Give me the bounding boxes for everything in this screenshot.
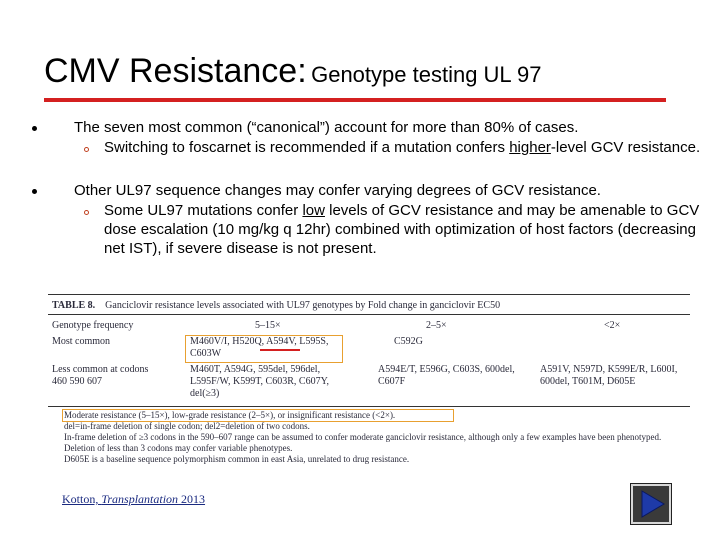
col-header: 2–5× [426, 320, 447, 331]
footnote: In-frame deletion of ≥3 codons in the 590–607 range can be assumed to confer moderate ganciclovir resistance, although only a few examples have been phenotyped. Deletion of less than 3 codons may confer variable phenotypes. [64, 432, 662, 453]
sub-bullet-2: Some UL97 mutations confer low levels of GCV resistance and may be amenable to GCV dose escalation (10 mg/kg q 12hr) combined with optimization of host factors (decreasing net IST), if severe disease is not present. [104, 202, 700, 257]
footnote: del=in-frame deletion of single codon; del2=deletion of two codons. [64, 421, 310, 431]
table-caption: TABLE 8. Ganciclovir resistance levels associated with UL97 genotypes by Fold change in ganciclovir EC50 [52, 300, 501, 311]
bullet-1-text: The seven most common (“canonical”) account for more than 80% of cases. [74, 119, 579, 136]
title-main: CMV Resistance: [44, 52, 307, 90]
play-next-icon [633, 486, 669, 522]
footnote: Moderate resistance (5–15×), low-grade resistance (2–5×), or insignificant resistance (<2×). [64, 410, 396, 420]
bullet-dot [32, 126, 37, 131]
footnote: D605E is a baseline sequence polymorphism common in east Asia, unrelated to drug resistance. [64, 454, 410, 464]
table-footnotes [48, 410, 690, 465]
row-header: Genotype frequency [52, 320, 134, 331]
sub-bullet-ring [84, 147, 89, 152]
resistance-table-figure [48, 292, 690, 472]
col-header: <2× [604, 320, 621, 331]
table-cell: M460V/I, H520Q, A594V, L595S, C603W [190, 336, 329, 359]
citation-link[interactable]: Kotton, Transplantation 2013 [62, 492, 206, 506]
row-label: Most common [52, 336, 111, 347]
col-header: 5–15× [255, 320, 281, 331]
slide-title [44, 52, 541, 91]
sub-bullet-1: Switching to foscarnet is recommended if a mutation confers higher-level GCV resistance. [104, 139, 701, 156]
next-slide-button[interactable] [631, 484, 671, 524]
title-divider [44, 98, 666, 102]
bullet-dot [32, 189, 37, 194]
table-cell: M460T, A594G, 595del, 596del, L595F/W, K599T, C603R, C607Y, del(≥3) [190, 364, 329, 399]
sub-bullet-ring [84, 210, 89, 215]
row-label: Less common at codons 460 590 607 [52, 364, 149, 387]
title-subtitle: Genotype testing UL 97 [311, 62, 542, 87]
bullet-2-text: Other UL97 sequence changes may confer varying degrees of GCV resistance. [74, 182, 601, 199]
table-cell: A591V, N597D, K599E/R, L600I, 600del, T601M, D605E [540, 364, 678, 387]
table-cell: A594E/T, E596G, C603S, 600del, C607F [378, 364, 515, 387]
table-cell: C592G [394, 336, 423, 347]
